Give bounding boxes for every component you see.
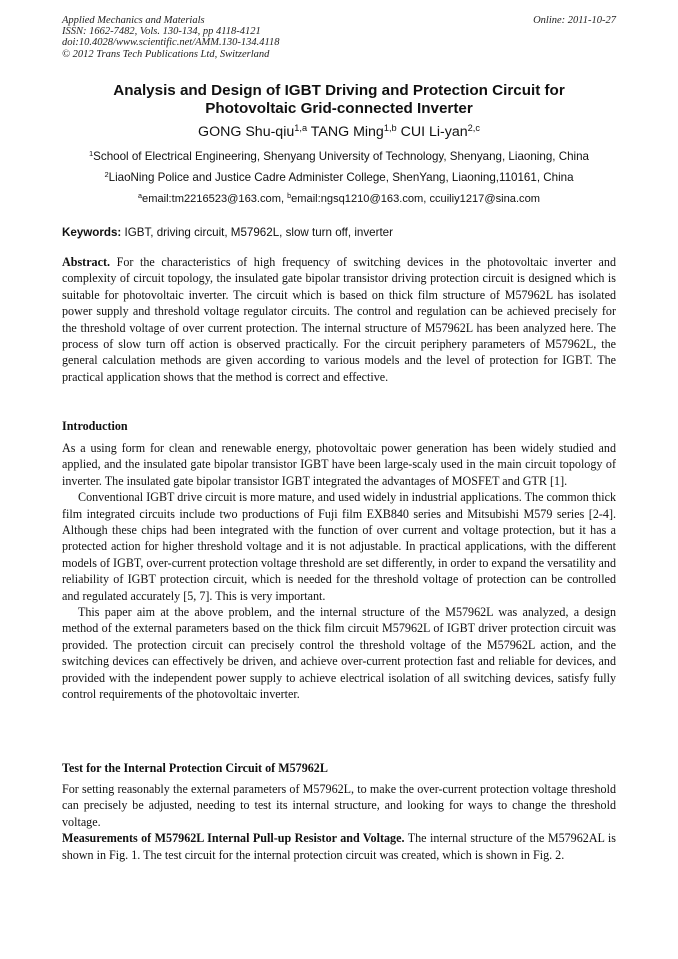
online-date: Online: 2011-10-27 [533, 15, 616, 26]
email-superscript: b [287, 191, 292, 201]
abstract-text: For the characteristics of high frequency of switching devices in the photovoltaic inverter and complexity of circuit topology, the insulated gate bipolar transistor driving protection circuit is designed which is suitable for photovoltaic inverter. The circuit which is based on thick film structure of M57962L has isolated power supply and threshold voltage regulator circuits. The control and regulation can be achieved precisely for the threshold voltage of over current protection. The internal structure of M57962L has been analyzed here. The process of slow turn off action is observed practically. For the circuit periphery parameters of M57962L, the general calculation methods are given according to various models and the level of protection for IGBT. The practical application shows that the method is correct and effective. [62, 255, 616, 384]
keywords-label: Keywords: [62, 226, 122, 239]
abstract [62, 254, 616, 385]
author-superscript: 2,c [467, 122, 480, 133]
paragraph: For setting reasonably the external parameters of M57962L, to make the over-current protection voltage threshold can precisely be adjusted, needing to test its internal structure, and looking for ways to change the threshold voltage. [62, 782, 616, 829]
keywords [62, 226, 616, 240]
abstract-label: Abstract. [62, 255, 111, 269]
author-name: TANG Ming [310, 124, 384, 140]
test-section-body [62, 781, 616, 863]
paragraph-text: The internal structure of the M57962AL is shown in Fig. 1. The test circuit for the internal protection circuit was created, which is shown in Fig. 2. [62, 831, 616, 862]
paper-title [62, 82, 616, 118]
paragraph: Conventional IGBT drive circuit is more mature, and used widely in industrial applications. The common thick film integrated circuits include two productions of Fuji film EXB840 series and Mitsubishi M579 series [2-4]. Although these chips had been integrated with the function of over current and voltage protection, but it has a protected action for higher threshold voltage and it is not adjustable. In practical applications, with the different models of IGBT, over-current protection voltage threshold are set differently, in order to expand the versatility and reliability of IGBT protection circuit, which is needed for the threshold voltage of protection can be controlled and regulated accurately [5, 7]. This is very important. [62, 490, 616, 603]
affiliation-1 [30, 150, 648, 164]
author-superscript: 1,b [383, 122, 397, 133]
email-text: email:ngsq1210@163.com, ccuiliy1217@sina.com [291, 193, 540, 205]
title-line-2: Photovoltaic Grid-connected Inverter [205, 100, 473, 117]
author-name: CUI Li-yan [400, 124, 468, 140]
abstract-paragraph [62, 254, 616, 385]
introduction-body [62, 440, 616, 703]
paragraph [62, 830, 616, 863]
paragraph: As a using form for clean and renewable energy, photovoltaic power generation has been widely studied and applied, and the insulated gate bipolar transistor IGBT have been large-scaly used in the main circuit topology of inverter. The insulated gate bipolar transistor IGBT integrated the advantages of MOSFET and GTR [1]. [62, 441, 616, 488]
author-emails [30, 192, 648, 206]
author-name: GONG Shu-qiu [198, 124, 295, 140]
journal-doi: doi:10.4028/www.scientific.net/AMM.130-134.4118 [62, 37, 280, 49]
journal-header [62, 15, 482, 60]
email-text: email:tm2216523@163.com, [142, 193, 288, 205]
email-superscript: a [138, 191, 143, 201]
affiliation-2 [30, 171, 648, 185]
section-heading-test: Test for the Internal Protection Circuit of M57962L [62, 761, 328, 775]
affiliation-text: LiaoNing Police and Justice Cadre Administer College, ShenYang, Liaoning,110161, China [108, 171, 574, 184]
author-list [62, 123, 616, 141]
title-line-1: Analysis and Design of IGBT Driving and Protection Circuit for [113, 82, 565, 99]
affiliation-superscript: 1 [88, 148, 94, 158]
journal-copyright: © 2012 Trans Tech Publications Ltd, Switzerland [62, 48, 270, 60]
affiliation-superscript: 2 [104, 169, 109, 179]
author-superscript: 1,a [294, 122, 308, 133]
journal-name: Applied Mechanics and Materials [62, 15, 205, 26]
keywords-text: IGBT, driving circuit, M57962L, slow turn off, inverter [121, 226, 393, 239]
paragraph: This paper aim at the above problem, and the internal structure of the M57962L was analyzed, a design method of the external parameters based on the thick film circuit M57962L of IGBT driver protection circuit was provided. The protection circuit can precisely control the threshold voltage of the M57962L action, and the switching devices can effectively be driven, and achieve over-current protection fast and reliable for devices, and provided with the independent power supply to achieve electrical isolation of all switching devices, satisfy fully control requirements of the photovoltaic inverter. [62, 605, 616, 702]
journal-issn: ISSN: 1662-7482, Vols. 130-134, pp 4118-4121 [62, 26, 261, 38]
affiliation-text: School of Electrical Engineering, Shenyang University of Technology, Shenyang, Liaoning, China [93, 150, 590, 163]
section-heading-introduction: Introduction [62, 419, 128, 433]
subsection-heading: Measurements of M57962L Internal Pull-up Resistor and Voltage. [62, 831, 405, 846]
